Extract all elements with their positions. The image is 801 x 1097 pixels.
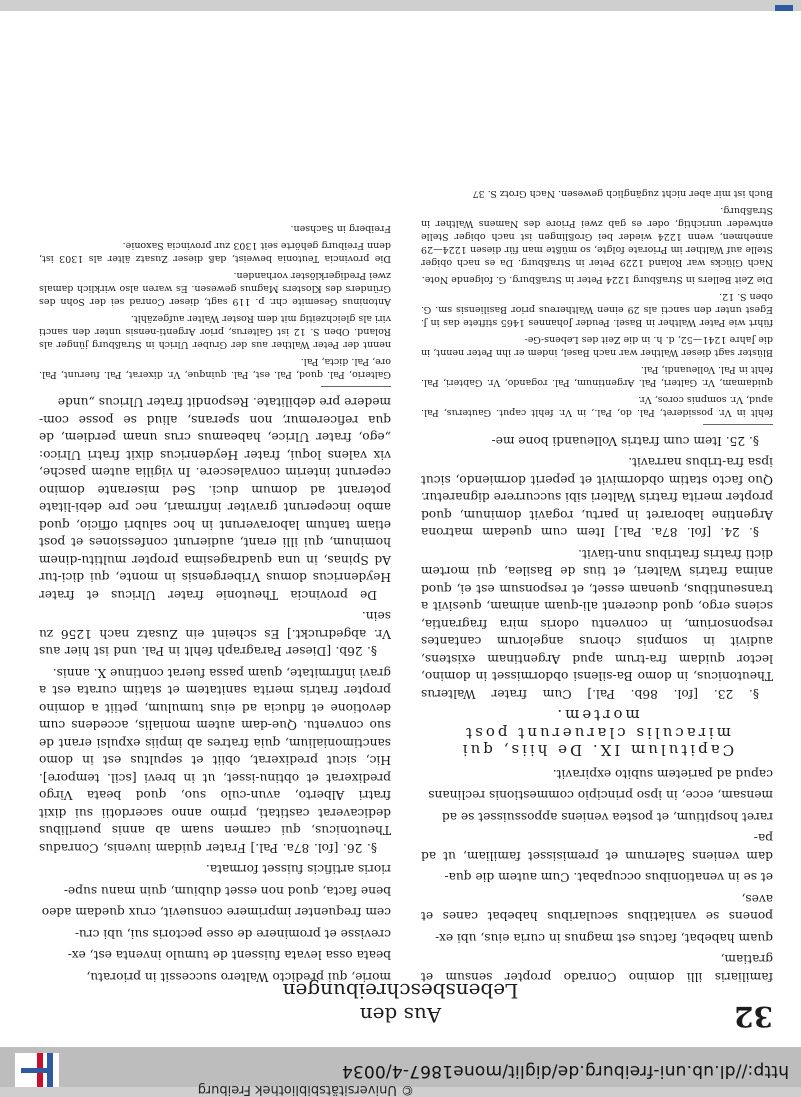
page-url[interactable]: http://dl.ub.uni-freiburg.de/diglit/mone1867-4/0034 — [341, 1061, 789, 1081]
footnote-rule — [321, 386, 391, 387]
page-number: 32 — [734, 1000, 773, 1033]
left-column-lines — [421, 765, 773, 986]
left-column — [421, 184, 773, 986]
viewer-header-bar — [0, 1047, 801, 1097]
footnote: fehlt in Vr. possideret, Pal. do, Pal., in Vr. fehlt caput. Gauterus, Pal. apud, Vr. sompnis coros, Vr. — [421, 394, 773, 419]
text-line: familiaris illi domino Conrado propter sensum et gratiam, — [421, 952, 773, 984]
section-26: §. 26. [fol. 87a. Pal.] Frater quidam iuvenis, Conradus Theutonicus, qui carmen suam ab annis puerilibus dedicaverat castitati, primo anno sacerdotii sui dixit fratri Alberto, avun-culo suo, quod beata Virgo predixerat et obtinu-isset, ut in brevi [scil. tempore]. Hic, sicut predixerat, obiit et sepultus est in domo sanctimonialium, quia fratres ab impiis expulsi erant de suo conventu. Que-dam autem monialis, accedens cum devotione et fiducia ad eius tumulum, petiit a domino propter fratris merita sanitatem et statim curata est a gravi infirmitate, quam passa fuerat continue X. annis. — [39, 666, 391, 855]
footnote: Antoninus Gesemite chr. p. 119 sagt, dieser Conrad sei der Sohn des Gründers des Klosters Magnus gewesen. Es waren also wirklich damals zwei Predigerklöster vorhanden. — [39, 270, 391, 307]
text-line: crevisse et prominere de osse pectoris sui, ubi cru- — [74, 927, 391, 941]
footnote: Galterio, Pal. quod, Pal. est, Pal. quinque, Vr. dixerat, Pal. fuerunt, Pal. ore, Pal. dicta, Pal. — [39, 356, 391, 380]
viewer-footer-bar — [0, 0, 801, 11]
text-line: morie, qui predicto Waltero successit in prioratu, — [86, 970, 391, 984]
footnote: Buch ist mir aber nicht zugänglich gewesen. Nach Grotz S. 37 — [472, 188, 773, 200]
footnote: Blüster sagt dieser Walther war nach Basel, indem er ihn Peter nennt, in die Jahre 1241—52, d. h. in die Zeit des Lebens-Ge- — [421, 334, 773, 359]
copyright-notice: © Universitätsbibliothek Freiburg — [197, 1082, 414, 1097]
right-column — [39, 218, 391, 985]
section-23: §. 23. [fol. 86b. Pal.] Cum frater Walterus Theutonicus, in domo Ba-silensi obdormisset in domino, lector quidam fra-trum apud Argentinam existens, audivit in sompnis chorus angelorum cantantes responsorium, in conventu odoris mira fragrantia, sciens ergo, quod ducerent ali-quam animam, quesivit a transeuntibus, quenam esset, et responsum est ei, quod anima fratris Walteri, et tius de Basilea, qui mortem dicti fratris fratribus nun-tiavit. — [421, 547, 773, 701]
footnote: führt wie Pater Walther in Basel. Peuder Johannes 1465 stiftete das in J. Egest unter den sancti als 29 einen Walthereus prior Basiliensis sm. G. oben S. 12. — [421, 291, 773, 329]
section-25: §. 25. Item cum fratris Volleuandi bone me- — [491, 434, 759, 448]
chapter-heading: Capitulum IX. De hiis, qui miraculis claruerunt post mortem. — [459, 706, 735, 760]
footnote: Die Zeit Bellers in Straßburg 1224 Peter in Straßburg. G. folgende Note. — [421, 274, 773, 286]
footnote: Die provincia Teutonia beweist, daß dieser Zusatz älter als 1303 ist, denn Freiburg gehörte seit 1303 zur provincia Saxonie. — [39, 240, 391, 264]
footnote-rule — [703, 425, 773, 426]
text-line: capud ad parietem subito expiravit. — [552, 767, 773, 781]
footnote: Nach Glücks war Roland 1229 Peter in Straßburg. Da es nach obiger Stelle auf Walther im Priorate folgte, so müßte man für diesen 1224—29 annehmen, wenn 1224 wieder bei Großlingen ist nach obiger Stelle entweder unrichtig, oder es gab zwei Priore des Namens Walther in Straßburg. — [421, 205, 773, 269]
text-line: et se in venationibus occupabat. Cum autem die qua- — [444, 870, 773, 885]
section-theutonia: De provincia Theutonie frater Ulricus et frater Heydenricus domus Vribergensis in monte, qui dici-tur Ad Spinas, in una quadragesima propter multitu-dinem hominum, qui illi erant, audierunt confessiones et post etiam tantum laboraverunt in hoc salubri officio, quod ambo inceperunt graviter infirmari, nec pre debi-litate poterant ad domum duci. Sed miserante domino ceperunt interim convalescere. In vigilia autem pasche, vix valens loqui, frater Heydenricus dixit fratri Ulrico: „ego, frater Ulrice, habeamus crus unam perdiem, de qua reficeremur, non sperans, aliud se posse com-medere pre debilitate. Respondit frater Ulricus „unde — [39, 395, 391, 602]
text-line: quam habebat, factus est magnus in curia eius, ubi ex- — [435, 931, 773, 945]
book-page — [28, 23, 773, 1033]
section-24: §. 24. [fol. 87a. Pal.] Item cum quedam matrona Argentine laboraret in partu, rogavit dominum, quod propter merita fratris Walteri sibi succurrere dignaretur. Quo facto statim obdormivit et peperit dormiendo, sicut ipsa fra-tribus narravit. — [421, 455, 773, 540]
university-library-logo-icon — [15, 1053, 59, 1087]
footnote: nennt der Peter Walther aus der Gruber Ulrich in Straßburg jünger als Roland. Oben S. 12 ist Galterus, prior Argenti-nensis unter den sancti viri als gleichzeitig mit dem Roster Walter aufgezählt. — [39, 313, 391, 350]
text-line: bene facta, quod non esset dubium, quin manu supe- — [63, 884, 391, 898]
text-line: cem frequenter imprimere consuevit, crux quedam adeo — [41, 905, 391, 920]
text-line: rioris artificis fuisset formata. — [205, 862, 391, 877]
text-line: mensam, ecce, in ipso principio commestionis reclinans — [428, 788, 773, 803]
section-26b: §. 26b. [Dieser Paragraph fehlt in Pal. und ist hier aus Vr. abgedruckt.] Es scheint ein Zusatz nach 1256 zu sein. — [39, 609, 391, 659]
text-line: beata ossa levata fuissent de tumulo inventa est, ex- — [67, 948, 391, 963]
text-line: ponens se vanitatibus secularibus habebat canes et aves, — [421, 892, 773, 924]
running-title: Aus den Lebensbeschreibungen — [282, 979, 519, 1027]
text-line: dam veniens Salernum et premisisset familiam, ut ad pa- — [421, 831, 773, 863]
footnote: Freiberg in Sachsen. — [290, 223, 391, 234]
footer-logo-mark — [775, 5, 793, 11]
text-line: raret hospitium, et postea veniens appossuisset se ad — [441, 810, 773, 824]
footnote: quidamam, Vr. Galteri, Pal. Argentinum, Pal. rogando, Vr. Gabteri, Pal. fehlt in Pal. Volleuandi, Pal. — [421, 364, 773, 389]
right-column-lines — [39, 860, 391, 985]
